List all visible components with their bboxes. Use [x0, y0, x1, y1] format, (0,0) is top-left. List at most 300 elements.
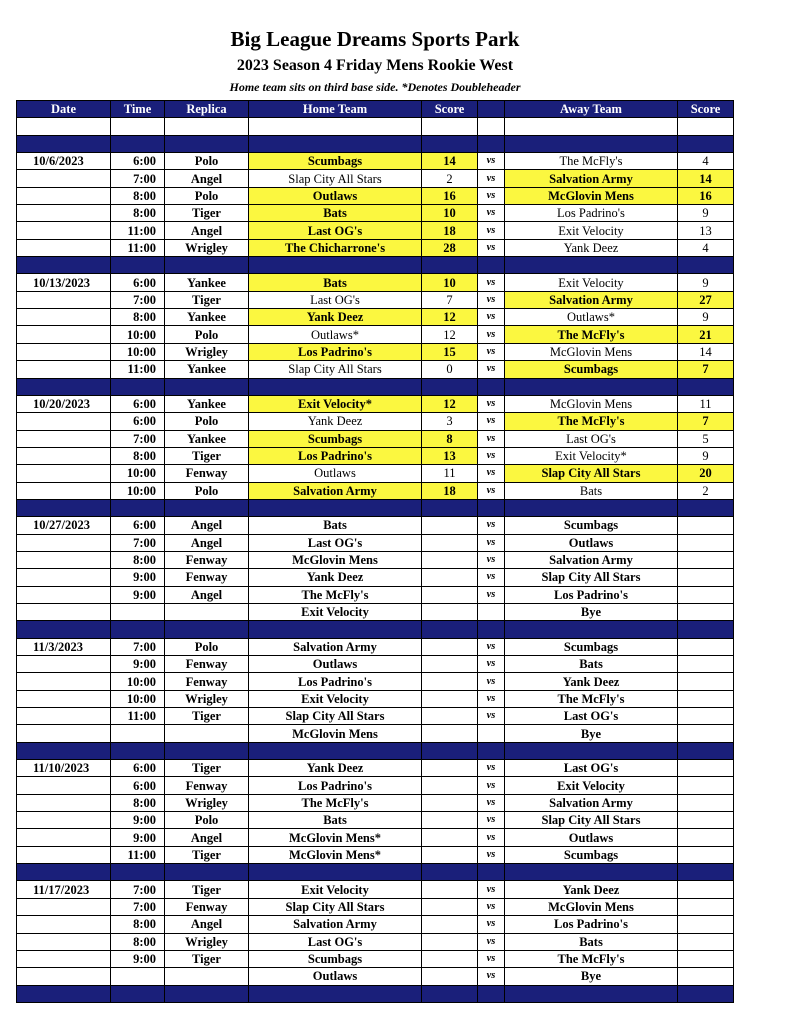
home-score-cell: 0: [422, 361, 478, 378]
date-cell: [17, 465, 111, 482]
vs-cell: vs: [478, 760, 505, 777]
separator-cell: [678, 378, 734, 395]
separator-cell: [165, 135, 249, 152]
replica-cell: Angel: [165, 222, 249, 239]
replica-cell: Polo: [165, 812, 249, 829]
home-score-cell: 3: [422, 413, 478, 430]
game-row: [17, 482, 734, 499]
replica-cell: Polo: [165, 326, 249, 343]
separator-cell: [478, 621, 505, 638]
separator-cell: [165, 985, 249, 1002]
date-cell: [17, 656, 111, 673]
vs-cell: vs: [478, 569, 505, 586]
separator-cell: [505, 864, 678, 881]
replica-cell: Polo: [165, 638, 249, 655]
home-score-cell: 14: [422, 153, 478, 170]
separator-cell: [678, 621, 734, 638]
home-team-cell: Scumbags: [249, 950, 422, 967]
replica-cell: Polo: [165, 187, 249, 204]
time-cell: 11:00: [111, 361, 165, 378]
time-cell: 10:00: [111, 343, 165, 360]
game-row: [17, 968, 734, 985]
time-cell: 9:00: [111, 656, 165, 673]
away-score-cell: [678, 638, 734, 655]
game-row: [17, 881, 734, 898]
vs-cell: [478, 603, 505, 620]
separator-cell: [165, 378, 249, 395]
away-score-cell: [678, 829, 734, 846]
home-score-cell: [422, 812, 478, 829]
away-score-cell: [678, 933, 734, 950]
game-row: [17, 239, 734, 256]
time-cell: 9:00: [111, 950, 165, 967]
away-team-cell: Los Padrino's: [505, 916, 678, 933]
replica-cell: Tiger: [165, 447, 249, 464]
home-team-cell: Outlaws: [249, 656, 422, 673]
date-cell: [17, 673, 111, 690]
replica-cell: Fenway: [165, 673, 249, 690]
separator-cell: [678, 985, 734, 1002]
away-score-cell: [678, 656, 734, 673]
date-cell: 10/6/2023: [17, 153, 111, 170]
separator-cell: [249, 985, 422, 1002]
separator-cell: [678, 499, 734, 516]
date-cell: [17, 187, 111, 204]
date-cell: [17, 482, 111, 499]
away-team-cell: Scumbags: [505, 361, 678, 378]
away-score-cell: [678, 603, 734, 620]
game-row: [17, 898, 734, 915]
home-team-cell: Bats: [249, 812, 422, 829]
time-cell: [111, 603, 165, 620]
time-cell: [111, 725, 165, 742]
separator-cell: [111, 985, 165, 1002]
away-team-cell: The McFly's: [505, 326, 678, 343]
replica-cell: Wrigley: [165, 343, 249, 360]
date-cell: 11/3/2023: [17, 638, 111, 655]
week-separator-row: [17, 985, 734, 1002]
replica-cell: Wrigley: [165, 794, 249, 811]
home-score-cell: 7: [422, 291, 478, 308]
time-cell: 8:00: [111, 933, 165, 950]
replica-cell: Fenway: [165, 569, 249, 586]
away-team-cell: Salvation Army: [505, 291, 678, 308]
time-cell: 8:00: [111, 551, 165, 568]
away-team-cell: Outlaws: [505, 829, 678, 846]
home-score-cell: [422, 586, 478, 603]
separator-cell: [165, 742, 249, 759]
home-score-cell: [422, 777, 478, 794]
vs-cell: vs: [478, 916, 505, 933]
header-vs: [478, 101, 505, 118]
away-score-cell: 16: [678, 187, 734, 204]
home-score-cell: 15: [422, 343, 478, 360]
away-score-cell: 27: [678, 291, 734, 308]
separator-cell: [478, 985, 505, 1002]
time-cell: 7:00: [111, 881, 165, 898]
game-row: [17, 690, 734, 707]
game-row: [17, 170, 734, 187]
header-home-team: Home Team: [249, 101, 422, 118]
time-cell: 7:00: [111, 291, 165, 308]
away-score-cell: 13: [678, 222, 734, 239]
game-row: [17, 447, 734, 464]
home-score-cell: [422, 933, 478, 950]
replica-cell: Fenway: [165, 465, 249, 482]
vs-cell: vs: [478, 551, 505, 568]
date-cell: [17, 603, 111, 620]
away-score-cell: 7: [678, 361, 734, 378]
home-score-cell: 8: [422, 430, 478, 447]
replica-cell: Fenway: [165, 551, 249, 568]
time-cell: 8:00: [111, 309, 165, 326]
game-row: [17, 829, 734, 846]
vs-cell: vs: [478, 274, 505, 291]
home-score-cell: 10: [422, 205, 478, 222]
blank-cell: [505, 118, 678, 135]
vs-cell: vs: [478, 812, 505, 829]
separator-cell: [17, 135, 111, 152]
away-team-cell: Last OG's: [505, 430, 678, 447]
vs-cell: vs: [478, 430, 505, 447]
game-row: [17, 586, 734, 603]
game-row: [17, 326, 734, 343]
game-row: [17, 656, 734, 673]
separator-cell: [422, 985, 478, 1002]
away-team-cell: Salvation Army: [505, 794, 678, 811]
separator-cell: [111, 257, 165, 274]
game-row: [17, 309, 734, 326]
home-score-cell: [422, 690, 478, 707]
away-score-cell: [678, 760, 734, 777]
away-team-cell: Los Padrino's: [505, 586, 678, 603]
home-team-cell: Outlaws: [249, 187, 422, 204]
separator-cell: [17, 621, 111, 638]
away-score-cell: 9: [678, 309, 734, 326]
replica-cell: Fenway: [165, 656, 249, 673]
time-cell: 9:00: [111, 586, 165, 603]
away-team-cell: Scumbags: [505, 638, 678, 655]
header-replica: Replica: [165, 101, 249, 118]
separator-cell: [422, 864, 478, 881]
replica-cell: Polo: [165, 482, 249, 499]
game-row: [17, 205, 734, 222]
vs-cell: vs: [478, 447, 505, 464]
separator-cell: [422, 621, 478, 638]
home-team-cell: Los Padrino's: [249, 447, 422, 464]
game-row: [17, 153, 734, 170]
away-team-cell: Bats: [505, 933, 678, 950]
home-team-cell: Exit Velocity: [249, 881, 422, 898]
away-team-cell: Los Padrino's: [505, 205, 678, 222]
vs-cell: vs: [478, 170, 505, 187]
blank-cell: [17, 118, 111, 135]
separator-cell: [505, 135, 678, 152]
date-cell: 10/13/2023: [17, 274, 111, 291]
home-team-cell: Salvation Army: [249, 482, 422, 499]
home-score-cell: [422, 673, 478, 690]
date-cell: 11/10/2023: [17, 760, 111, 777]
home-team-cell: The Chicharrone's: [249, 239, 422, 256]
home-score-cell: [422, 846, 478, 863]
separator-cell: [678, 742, 734, 759]
separator-cell: [505, 499, 678, 516]
away-team-cell: Exit Velocity: [505, 222, 678, 239]
replica-cell: Angel: [165, 170, 249, 187]
week-separator-row: [17, 499, 734, 516]
separator-cell: [111, 499, 165, 516]
vs-cell: vs: [478, 586, 505, 603]
date-cell: [17, 413, 111, 430]
away-score-cell: 14: [678, 343, 734, 360]
home-team-cell: McGlovin Mens: [249, 551, 422, 568]
home-team-cell: The McFly's: [249, 586, 422, 603]
replica-cell: Yankee: [165, 274, 249, 291]
vs-cell: vs: [478, 465, 505, 482]
away-team-cell: The McFly's: [505, 413, 678, 430]
vs-cell: vs: [478, 239, 505, 256]
home-team-cell: Exit Velocity: [249, 690, 422, 707]
time-cell: 6:00: [111, 413, 165, 430]
vs-cell: vs: [478, 673, 505, 690]
away-team-cell: Yank Deez: [505, 881, 678, 898]
game-row: [17, 725, 734, 742]
time-cell: 7:00: [111, 430, 165, 447]
game-row: [17, 222, 734, 239]
away-team-cell: Bye: [505, 725, 678, 742]
vs-cell: vs: [478, 794, 505, 811]
header-away-team: Away Team: [505, 101, 678, 118]
replica-cell: Wrigley: [165, 933, 249, 950]
date-cell: [17, 291, 111, 308]
time-cell: 8:00: [111, 187, 165, 204]
header-away-score: Score: [678, 101, 734, 118]
away-team-cell: Slap City All Stars: [505, 569, 678, 586]
replica-cell: [165, 725, 249, 742]
replica-cell: Angel: [165, 916, 249, 933]
vs-cell: vs: [478, 222, 505, 239]
vs-cell: vs: [478, 881, 505, 898]
separator-cell: [249, 742, 422, 759]
replica-cell: Yankee: [165, 309, 249, 326]
date-cell: [17, 950, 111, 967]
replica-cell: Tiger: [165, 881, 249, 898]
away-team-cell: Yank Deez: [505, 239, 678, 256]
game-row: [17, 430, 734, 447]
vs-cell: vs: [478, 777, 505, 794]
replica-cell: Angel: [165, 534, 249, 551]
separator-cell: [249, 864, 422, 881]
away-score-cell: [678, 950, 734, 967]
separator-cell: [165, 864, 249, 881]
replica-cell: Angel: [165, 517, 249, 534]
away-team-cell: Exit Velocity*: [505, 447, 678, 464]
date-cell: [17, 846, 111, 863]
home-score-cell: 13: [422, 447, 478, 464]
time-cell: 9:00: [111, 829, 165, 846]
away-team-cell: Last OG's: [505, 760, 678, 777]
home-team-cell: Salvation Army: [249, 916, 422, 933]
away-score-cell: [678, 881, 734, 898]
home-team-cell: Slap City All Stars: [249, 170, 422, 187]
away-score-cell: 7: [678, 413, 734, 430]
time-cell: 9:00: [111, 569, 165, 586]
blank-cell: [478, 118, 505, 135]
away-score-cell: [678, 794, 734, 811]
date-cell: [17, 569, 111, 586]
home-team-cell: Exit Velocity: [249, 603, 422, 620]
game-row: [17, 517, 734, 534]
vs-cell: vs: [478, 291, 505, 308]
vs-cell: vs: [478, 968, 505, 985]
away-team-cell: McGlovin Mens: [505, 343, 678, 360]
home-score-cell: 2: [422, 170, 478, 187]
away-score-cell: 5: [678, 430, 734, 447]
date-cell: [17, 690, 111, 707]
time-cell: 9:00: [111, 812, 165, 829]
away-score-cell: 14: [678, 170, 734, 187]
vs-cell: vs: [478, 638, 505, 655]
home-score-cell: 12: [422, 326, 478, 343]
away-team-cell: Scumbags: [505, 846, 678, 863]
home-score-cell: 28: [422, 239, 478, 256]
home-score-cell: 10: [422, 274, 478, 291]
away-score-cell: [678, 846, 734, 863]
separator-cell: [249, 621, 422, 638]
home-team-cell: Outlaws*: [249, 326, 422, 343]
time-cell: 8:00: [111, 794, 165, 811]
date-cell: [17, 829, 111, 846]
separator-cell: [422, 257, 478, 274]
away-score-cell: [678, 534, 734, 551]
separator-cell: [111, 135, 165, 152]
week-separator-row: [17, 257, 734, 274]
time-cell: 6:00: [111, 395, 165, 412]
header-date: Date: [17, 101, 111, 118]
schedule-body: [17, 118, 734, 1003]
away-team-cell: Slap City All Stars: [505, 465, 678, 482]
date-cell: [17, 777, 111, 794]
game-row: [17, 413, 734, 430]
date-cell: [17, 326, 111, 343]
week-separator-row: [17, 864, 734, 881]
home-score-cell: 18: [422, 482, 478, 499]
away-score-cell: [678, 777, 734, 794]
replica-cell: Angel: [165, 829, 249, 846]
home-score-cell: [422, 760, 478, 777]
separator-cell: [505, 985, 678, 1002]
replica-cell: Yankee: [165, 395, 249, 412]
away-score-cell: 9: [678, 447, 734, 464]
time-cell: 10:00: [111, 482, 165, 499]
separator-cell: [17, 257, 111, 274]
vs-cell: vs: [478, 482, 505, 499]
separator-cell: [422, 378, 478, 395]
vs-cell: vs: [478, 846, 505, 863]
blank-cell: [165, 118, 249, 135]
game-row: [17, 673, 734, 690]
blank-cell: [249, 118, 422, 135]
separator-cell: [478, 499, 505, 516]
week-separator-row: [17, 378, 734, 395]
separator-cell: [678, 864, 734, 881]
away-team-cell: The McFly's: [505, 690, 678, 707]
away-team-cell: Outlaws: [505, 534, 678, 551]
away-team-cell: Bye: [505, 603, 678, 620]
game-row: [17, 343, 734, 360]
week-separator-row: [17, 135, 734, 152]
game-row: [17, 760, 734, 777]
away-score-cell: [678, 708, 734, 725]
away-team-cell: McGlovin Mens: [505, 898, 678, 915]
away-score-cell: 2: [678, 482, 734, 499]
away-score-cell: 21: [678, 326, 734, 343]
away-score-cell: [678, 586, 734, 603]
separator-cell: [249, 135, 422, 152]
home-team-cell: Los Padrino's: [249, 343, 422, 360]
away-team-cell: Bats: [505, 656, 678, 673]
vs-cell: vs: [478, 690, 505, 707]
home-team-cell: Exit Velocity*: [249, 395, 422, 412]
separator-cell: [111, 378, 165, 395]
time-cell: 8:00: [111, 916, 165, 933]
away-score-cell: [678, 916, 734, 933]
time-cell: [111, 968, 165, 985]
vs-cell: vs: [478, 187, 505, 204]
date-cell: [17, 239, 111, 256]
home-team-cell: Outlaws: [249, 465, 422, 482]
week-separator-row: [17, 621, 734, 638]
game-row: [17, 361, 734, 378]
separator-cell: [17, 742, 111, 759]
replica-cell: Yankee: [165, 430, 249, 447]
away-score-cell: [678, 673, 734, 690]
away-team-cell: Bats: [505, 482, 678, 499]
date-cell: [17, 551, 111, 568]
home-score-cell: [422, 794, 478, 811]
away-score-cell: 4: [678, 239, 734, 256]
date-cell: [17, 586, 111, 603]
header-home-score: Score: [422, 101, 478, 118]
header-time: Time: [111, 101, 165, 118]
away-team-cell: Exit Velocity: [505, 777, 678, 794]
vs-cell: vs: [478, 534, 505, 551]
time-cell: 7:00: [111, 898, 165, 915]
home-team-cell: Slap City All Stars: [249, 708, 422, 725]
separator-cell: [165, 499, 249, 516]
separator-cell: [478, 257, 505, 274]
date-cell: [17, 447, 111, 464]
away-score-cell: [678, 551, 734, 568]
vs-cell: vs: [478, 708, 505, 725]
separator-cell: [422, 499, 478, 516]
home-team-cell: Bats: [249, 205, 422, 222]
vs-cell: vs: [478, 153, 505, 170]
away-team-cell: McGlovin Mens: [505, 395, 678, 412]
home-team-cell: Salvation Army: [249, 638, 422, 655]
separator-cell: [678, 257, 734, 274]
away-score-cell: 9: [678, 274, 734, 291]
vs-cell: vs: [478, 326, 505, 343]
home-team-cell: Last OG's: [249, 291, 422, 308]
vs-cell: vs: [478, 343, 505, 360]
date-cell: 11/17/2023: [17, 881, 111, 898]
game-row: [17, 395, 734, 412]
vs-cell: vs: [478, 950, 505, 967]
away-score-cell: [678, 968, 734, 985]
date-cell: 10/27/2023: [17, 517, 111, 534]
away-score-cell: [678, 517, 734, 534]
